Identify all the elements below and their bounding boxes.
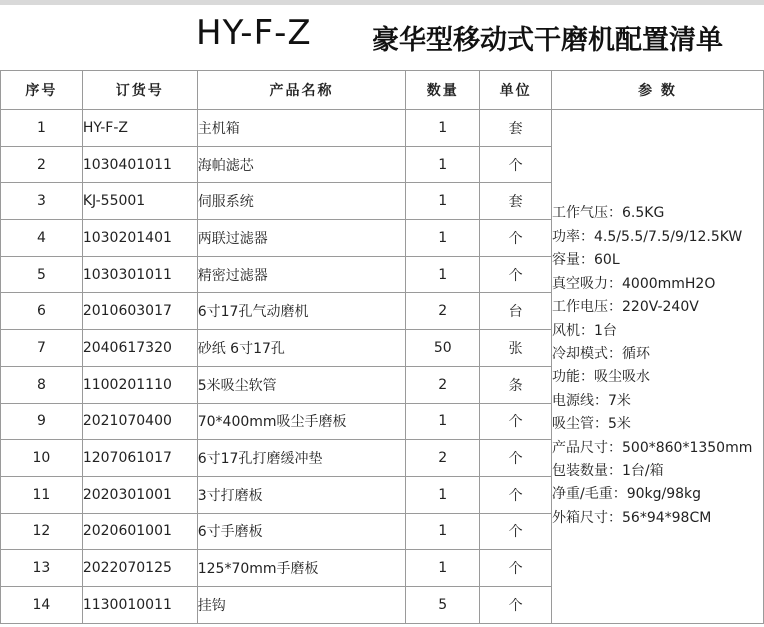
document-header [0, 5, 764, 68]
cell-product-name: 砂纸 6寸17孔 [197, 330, 406, 367]
param-line: 工作气压：6.5KG [552, 205, 665, 222]
cell-seq: 5 [1, 256, 83, 293]
param-line: 产品尺寸：500*860*1350mm [552, 439, 753, 456]
param-line: 功能：吸尘吸水 [552, 369, 650, 386]
cell-order-no: 1100201110 [82, 366, 197, 403]
cell-quantity: 1 [406, 183, 480, 220]
cell-quantity: 1 [406, 513, 480, 550]
cell-seq: 14 [1, 586, 83, 623]
model-number: HY-F-Z [196, 13, 312, 53]
cell-order-no: HY-F-Z [82, 110, 197, 147]
cell-unit: 个 [480, 476, 552, 513]
cell-quantity: 1 [406, 110, 480, 147]
param-line: 净重/毛重：90kg/98kg [552, 486, 702, 503]
cell-order-no: 2022070125 [82, 550, 197, 587]
cell-seq: 8 [1, 366, 83, 403]
cell-quantity: 1 [406, 550, 480, 587]
cell-quantity: 1 [406, 403, 480, 440]
table-row [1, 110, 764, 147]
cell-unit: 个 [480, 403, 552, 440]
param-line: 工作电压：220V-240V [552, 299, 699, 316]
cell-unit: 个 [480, 550, 552, 587]
cell-seq: 2 [1, 146, 83, 183]
cell-seq: 12 [1, 513, 83, 550]
cell-order-no: 1130010011 [82, 586, 197, 623]
cell-order-no: 2040617320 [82, 330, 197, 367]
cell-quantity: 1 [406, 220, 480, 257]
cell-seq: 9 [1, 403, 83, 440]
cell-quantity: 2 [406, 366, 480, 403]
param-line: 风机：1台 [552, 322, 617, 339]
cell-quantity: 2 [406, 440, 480, 477]
cell-unit: 张 [480, 330, 552, 367]
cell-seq: 11 [1, 476, 83, 513]
cell-order-no: 2020301001 [82, 476, 197, 513]
cell-product-name: 精密过滤器 [197, 256, 406, 293]
cell-product-name: 70*400mm吸尘手磨板 [197, 403, 406, 440]
header-order-no: 订货号 [82, 71, 197, 110]
header-product-name: 产品名称 [197, 71, 406, 110]
cell-unit: 个 [480, 146, 552, 183]
cell-seq: 7 [1, 330, 83, 367]
cell-seq: 13 [1, 550, 83, 587]
cell-product-name: 主机箱 [197, 110, 406, 147]
header-unit: 单位 [480, 71, 552, 110]
param-line: 外箱尺寸：56*94*98CM [552, 509, 712, 526]
cell-quantity: 50 [406, 330, 480, 367]
cell-product-name: 3寸打磨板 [197, 476, 406, 513]
cell-product-name: 两联过滤器 [197, 220, 406, 257]
cell-quantity: 2 [406, 293, 480, 330]
cell-quantity: 1 [406, 256, 480, 293]
cell-product-name: 6寸17孔气动磨机 [197, 293, 406, 330]
header-params: 参 数 [552, 71, 764, 110]
cell-product-name: 125*70mm手磨板 [197, 550, 406, 587]
cell-product-name: 海帕滤芯 [197, 146, 406, 183]
param-line: 功率：4.5/5.5/7.5/9/12.5KW [552, 228, 743, 245]
cell-unit: 台 [480, 293, 552, 330]
param-line: 包装数量：1台/箱 [552, 462, 664, 479]
params-cell [552, 110, 764, 624]
cell-quantity: 1 [406, 476, 480, 513]
cell-quantity: 5 [406, 586, 480, 623]
cell-product-name: 6寸17孔打磨缓冲垫 [197, 440, 406, 477]
cell-unit: 套 [480, 183, 552, 220]
cell-order-no: 1030301011 [82, 256, 197, 293]
cell-seq: 4 [1, 220, 83, 257]
cell-product-name: 伺服系统 [197, 183, 406, 220]
param-line: 电源线：7米 [552, 392, 631, 409]
cell-seq: 10 [1, 440, 83, 477]
table-header-row [1, 71, 764, 110]
cell-quantity: 1 [406, 146, 480, 183]
cell-seq: 6 [1, 293, 83, 330]
param-line: 吸尘管：5米 [552, 416, 631, 433]
cell-product-name: 6寸手磨板 [197, 513, 406, 550]
cell-order-no: 2020601001 [82, 513, 197, 550]
cell-order-no: 2021070400 [82, 403, 197, 440]
param-line: 真空吸力：4000mmH2O [552, 275, 716, 292]
cell-order-no: KJ-55001 [82, 183, 197, 220]
configuration-table [0, 70, 764, 624]
cell-order-no: 1207061017 [82, 440, 197, 477]
cell-unit: 个 [480, 256, 552, 293]
cell-unit: 条 [480, 366, 552, 403]
cell-order-no: 1030401011 [82, 146, 197, 183]
cell-unit: 个 [480, 586, 552, 623]
cell-unit: 个 [480, 513, 552, 550]
cell-order-no: 1030201401 [82, 220, 197, 257]
header-quantity: 数量 [406, 71, 480, 110]
cell-order-no: 2010603017 [82, 293, 197, 330]
param-line: 冷却模式：循环 [552, 345, 650, 362]
param-line: 容量：60L [552, 252, 620, 269]
cell-product-name: 挂钩 [197, 586, 406, 623]
cell-seq: 1 [1, 110, 83, 147]
cell-unit: 个 [480, 220, 552, 257]
header-seq: 序号 [1, 71, 83, 110]
cell-unit: 套 [480, 110, 552, 147]
document-title: 豪华型移动式干磨机配置清单 [372, 25, 723, 56]
cell-product-name: 5米吸尘软管 [197, 366, 406, 403]
cell-unit: 个 [480, 440, 552, 477]
cell-seq: 3 [1, 183, 83, 220]
